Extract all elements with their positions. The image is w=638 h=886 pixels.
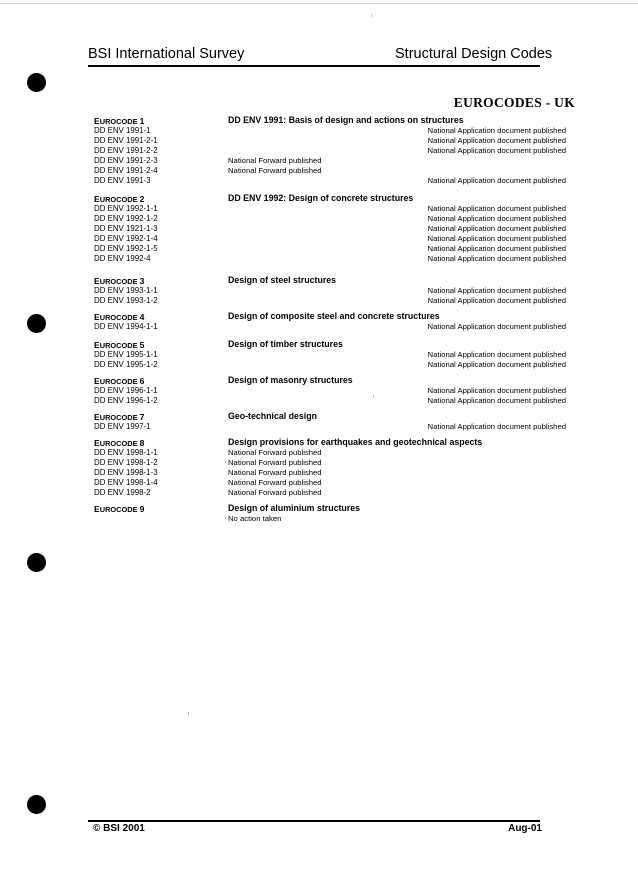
- status-note: National Forward published: [228, 448, 322, 457]
- standard-code: DD ENV 1992-1-5: [94, 244, 158, 253]
- status-note-nad: National Application document published: [427, 296, 566, 305]
- standard-code: DD ENV 1996-1-1: [94, 386, 158, 395]
- status-note-nad: National Application document published: [427, 254, 566, 263]
- standard-code: DD ENV 1921-1-3: [94, 224, 158, 233]
- eurocode-label: EUROCODE 6: [94, 376, 145, 386]
- status-note: National Forward published: [228, 488, 322, 497]
- footer-copyright: © BSI 2001: [93, 823, 145, 834]
- status-note: National Forward published: [228, 156, 322, 165]
- section-title: Design of masonry structures: [228, 375, 353, 385]
- standard-code: DD ENV 1993-1-1: [94, 286, 158, 295]
- standard-code: DD ENV 1991-2-1: [94, 136, 158, 145]
- eurocode-label: EUROCODE 5: [94, 340, 145, 350]
- status-note-nad: National Application document published: [427, 244, 566, 253]
- standard-code: DD ENV 1992-1-4: [94, 234, 158, 243]
- top-scan-edge: [0, 3, 638, 4]
- section-title: Design of composite steel and concrete structures: [228, 311, 440, 321]
- eurocode-label: EUROCODE 3: [94, 276, 145, 286]
- standard-code: DD ENV 1991-2-2: [94, 146, 158, 155]
- standard-code: DD ENV 1991-2-4: [94, 166, 158, 175]
- status-note: National Forward published: [228, 478, 322, 487]
- status-note-nad: National Application document published: [427, 286, 566, 295]
- standard-code: DD ENV 1997-1: [94, 422, 151, 431]
- standard-code: DD ENV 1991-1: [94, 126, 151, 135]
- standard-code: DD ENV 1996-1-2: [94, 396, 158, 405]
- status-note-nad: National Application document published: [427, 214, 566, 223]
- standard-code: DD ENV 1992-1-2: [94, 214, 158, 223]
- standard-code: DD ENV 1995-1-2: [94, 360, 158, 369]
- section-title: Design of steel structures: [228, 275, 337, 285]
- eurocode-label: EUROCODE 7: [94, 412, 145, 422]
- footer-rule: [88, 820, 540, 822]
- section-title: Geo-technical design: [228, 411, 317, 421]
- standard-code: DD ENV 1998-1-4: [94, 478, 158, 487]
- eurocode-label: EUROCODE 2: [94, 194, 145, 204]
- status-note-nad: National Application document published: [427, 386, 566, 395]
- standard-code: DD ENV 1993-1-2: [94, 296, 158, 305]
- status-note-nad: National Application document published: [427, 234, 566, 243]
- standard-code: DD ENV 1992-4: [94, 254, 151, 263]
- scan-speck: [371, 14, 372, 17]
- status-note-nad: National Application document published: [427, 396, 566, 405]
- eurocode-label: EUROCODE 9: [94, 504, 145, 514]
- eurocode-label: EUROCODE 8: [94, 438, 145, 448]
- section-title: Design provisions for earthquakes and geotechnical aspects: [228, 437, 483, 447]
- standard-code: DD ENV 1995-1-1: [94, 350, 158, 359]
- status-note: National Forward published: [228, 458, 322, 467]
- status-note-nad: National Application document published: [427, 126, 566, 135]
- status-note-nad: National Application document published: [427, 350, 566, 359]
- standard-code: DD ENV 1991-3: [94, 176, 151, 185]
- standard-code: DD ENV 1998-2: [94, 488, 151, 497]
- section-title: DD ENV 1992: Design of concrete structures: [228, 193, 414, 203]
- standard-code: DD ENV 1998-1-2: [94, 458, 158, 467]
- header-left-title: BSI International Survey: [88, 46, 245, 62]
- header-rule: [88, 65, 540, 67]
- standard-code: DD ENV 1998-1-1: [94, 448, 158, 457]
- status-note-nad: National Application document published: [427, 322, 566, 331]
- standard-code: DD ENV 1992-1-1: [94, 204, 158, 213]
- status-note-nad: National Application document published: [427, 146, 566, 155]
- status-note-nad: National Application document published: [427, 422, 566, 431]
- status-note: National Forward published: [228, 468, 322, 477]
- header-right-title: Structural Design Codes: [395, 46, 553, 62]
- status-note: No action taken: [228, 514, 282, 523]
- scan-speck: [373, 395, 374, 398]
- punch-hole-4: [27, 795, 46, 814]
- status-note: National Forward published: [228, 166, 322, 175]
- punch-hole-1: [27, 73, 46, 92]
- standard-code: DD ENV 1991-2-3: [94, 156, 158, 165]
- status-note-nad: National Application document published: [427, 360, 566, 369]
- eurocode-label: EUROCODE 1: [94, 116, 145, 126]
- standard-code: DD ENV 1994-1-1: [94, 322, 158, 331]
- status-note-nad: National Application document published: [427, 224, 566, 233]
- section-title: DD ENV 1991: Basis of design and actions on structures: [228, 115, 464, 125]
- section-title: Design of aluminium structures: [228, 503, 360, 513]
- status-note-nad: National Application document published: [427, 176, 566, 185]
- page-heading: EUROCODES - UK: [453, 95, 575, 110]
- punch-hole-3: [27, 553, 46, 572]
- standard-code: DD ENV 1998-1-3: [94, 468, 158, 477]
- status-note-nad: National Application document published: [427, 204, 566, 213]
- footer-date: Aug-01: [508, 823, 542, 834]
- eurocode-label: EUROCODE 4: [94, 312, 145, 322]
- scan-speck: [188, 712, 189, 715]
- section-title: Design of timber structures: [228, 339, 343, 349]
- status-note-nad: National Application document published: [427, 136, 566, 145]
- punch-hole-2: [27, 314, 46, 333]
